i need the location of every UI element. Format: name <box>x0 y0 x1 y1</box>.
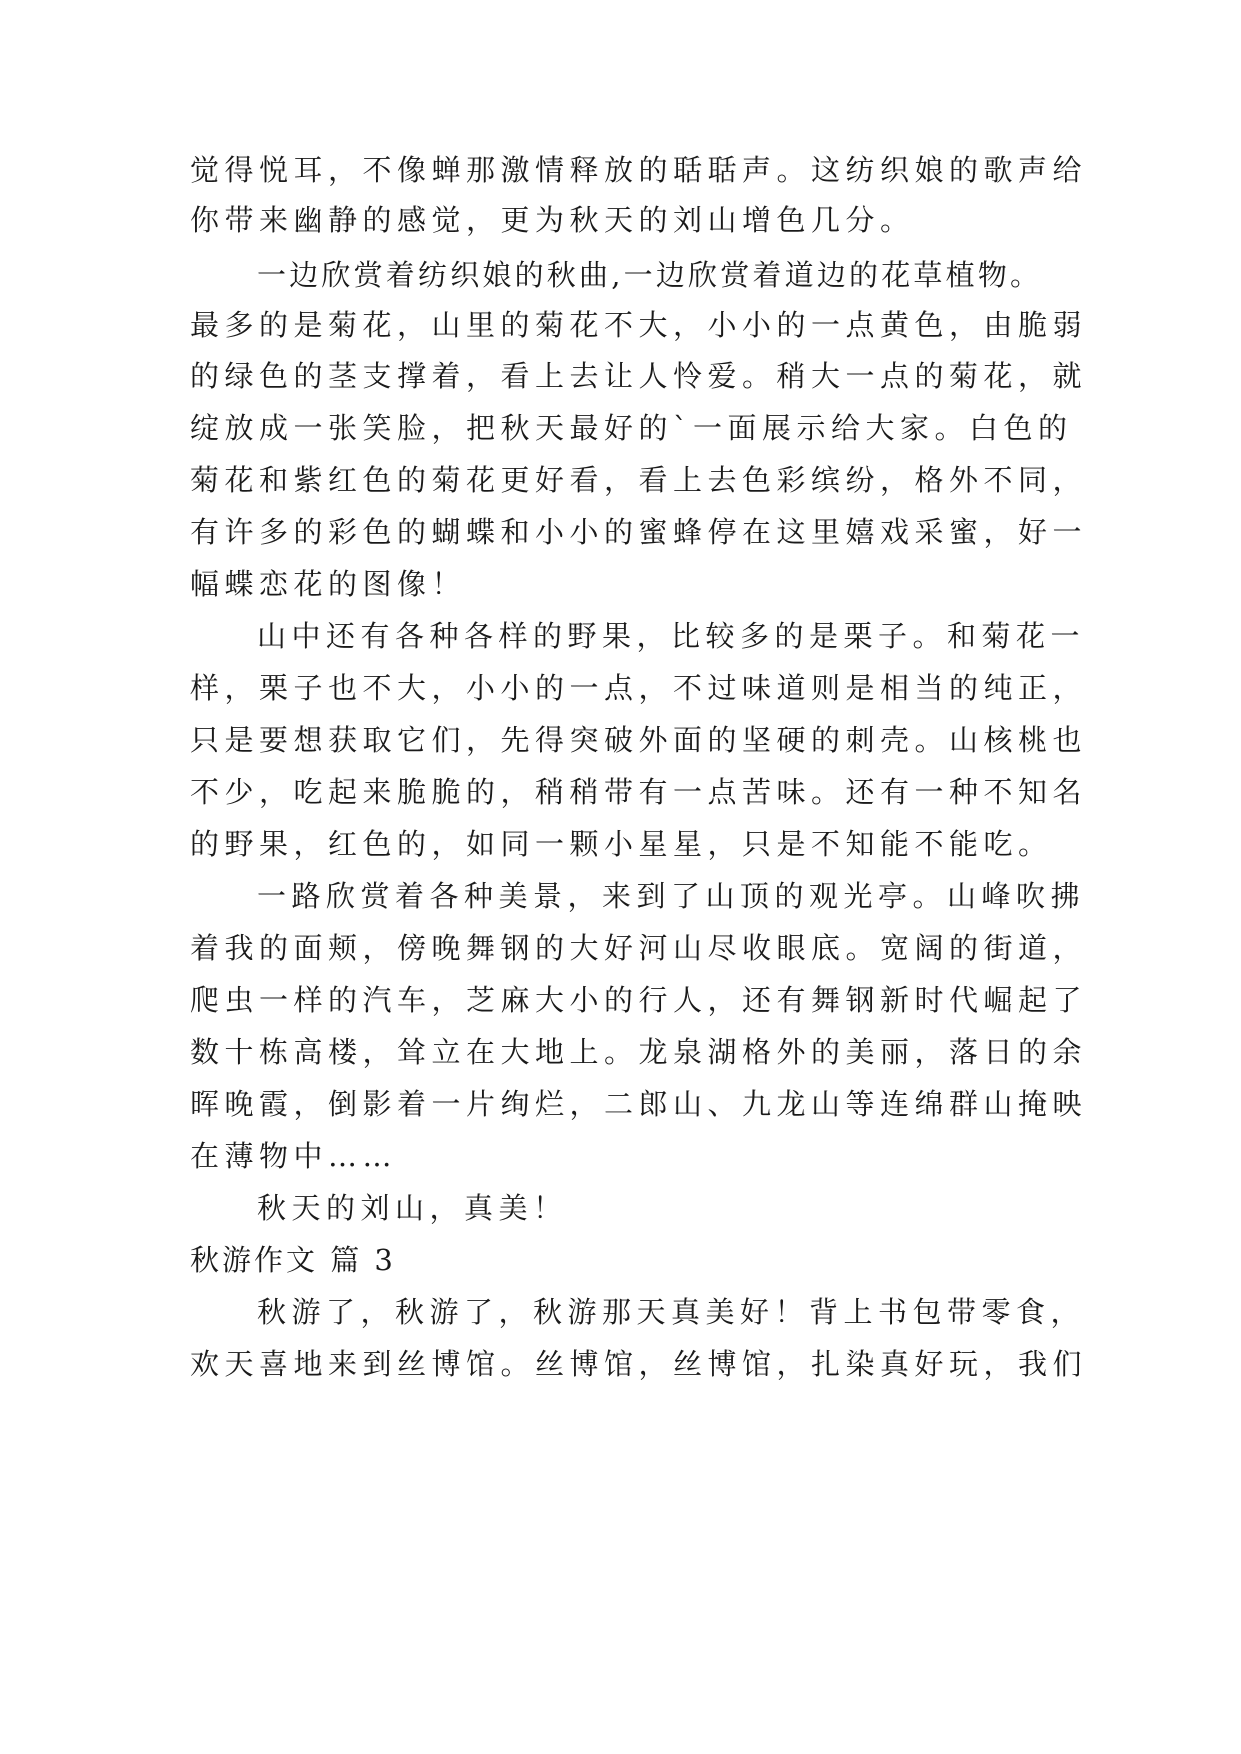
text-line: 欢天喜地来到丝博馆。丝博馆，丝博馆，扎染真好玩，我们 <box>190 1347 1088 1381</box>
text-line: 觉得悦耳，不像蝉那激情释放的聒聒声。这纺织娘的歌声给 <box>190 153 1088 187</box>
text-line: 晖晚霞，倒影着一片绚烂，二郎山、九龙山等连绵群山掩映 <box>190 1087 1088 1121</box>
text-line: 有许多的彩色的蝴蝶和小小的蜜蜂停在这里嬉戏采蜜，好一 <box>190 515 1088 549</box>
text-line: 最多的是菊花，山里的菊花不大，小小的一点黄色，由脆弱 <box>190 308 1088 342</box>
text-line: 着我的面颊，傍晚舞钢的大好河山尽收眼底。宽阔的街道， <box>190 931 1088 965</box>
text-line: 的野果，红色的，如同一颗小星星，只是不知能不能吃。 <box>190 827 1053 861</box>
text-line: 在薄物中…… <box>190 1139 398 1173</box>
text-line: 的绿色的茎支撑着，看上去让人怜爱。稍大一点的菊花，就 <box>190 359 1088 393</box>
paragraph-first-line: 秋天的刘山，真美！ <box>257 1191 568 1225</box>
text-line: 菊花和紫红色的菊花更好看，看上去色彩缤纷，格外不同， <box>190 463 1088 497</box>
text-line: 绽放成一张笑脸，把秋天最好的`一面展示给大家。白色的 <box>190 411 1073 445</box>
text-line: 不少，吃起来脆脆的，稍稍带有一点苦味。还有一种不知名 <box>190 775 1088 809</box>
paragraph-first-line: 秋游了，秋游了，秋游那天真美好！背上书包带零食， <box>257 1295 1086 1329</box>
paragraph-first-line: 一路欣赏着各种美景，来到了山顶的观光亭。山峰吹拂 <box>257 879 1086 913</box>
text-line: 样，栗子也不大，小小的一点，不过味道则是相当的纯正， <box>190 671 1088 705</box>
text-line: 幅蝶恋花的图像！ <box>190 567 467 601</box>
text-line: 数十栋高楼，耸立在大地上。龙泉湖格外的美丽，落日的余 <box>190 1035 1088 1069</box>
paragraph-first-line: 一边欣赏着纺织娘的秋曲,一边欣赏着道边的花草植物。 <box>257 258 1043 292</box>
text-line: 你带来幽静的感觉，更为秋天的刘山增色几分。 <box>190 203 915 237</box>
section-heading: 秋游作文 篇 3 <box>190 1243 396 1277</box>
text-line: 爬虫一样的汽车，芝麻大小的行人，还有舞钢新时代崛起了 <box>190 983 1088 1017</box>
text-line: 只是要想获取它们，先得突破外面的坚硬的刺壳。山核桃也 <box>190 723 1088 757</box>
paragraph-first-line: 山中还有各种各样的野果，比较多的是栗子。和菊花一 <box>257 619 1086 653</box>
